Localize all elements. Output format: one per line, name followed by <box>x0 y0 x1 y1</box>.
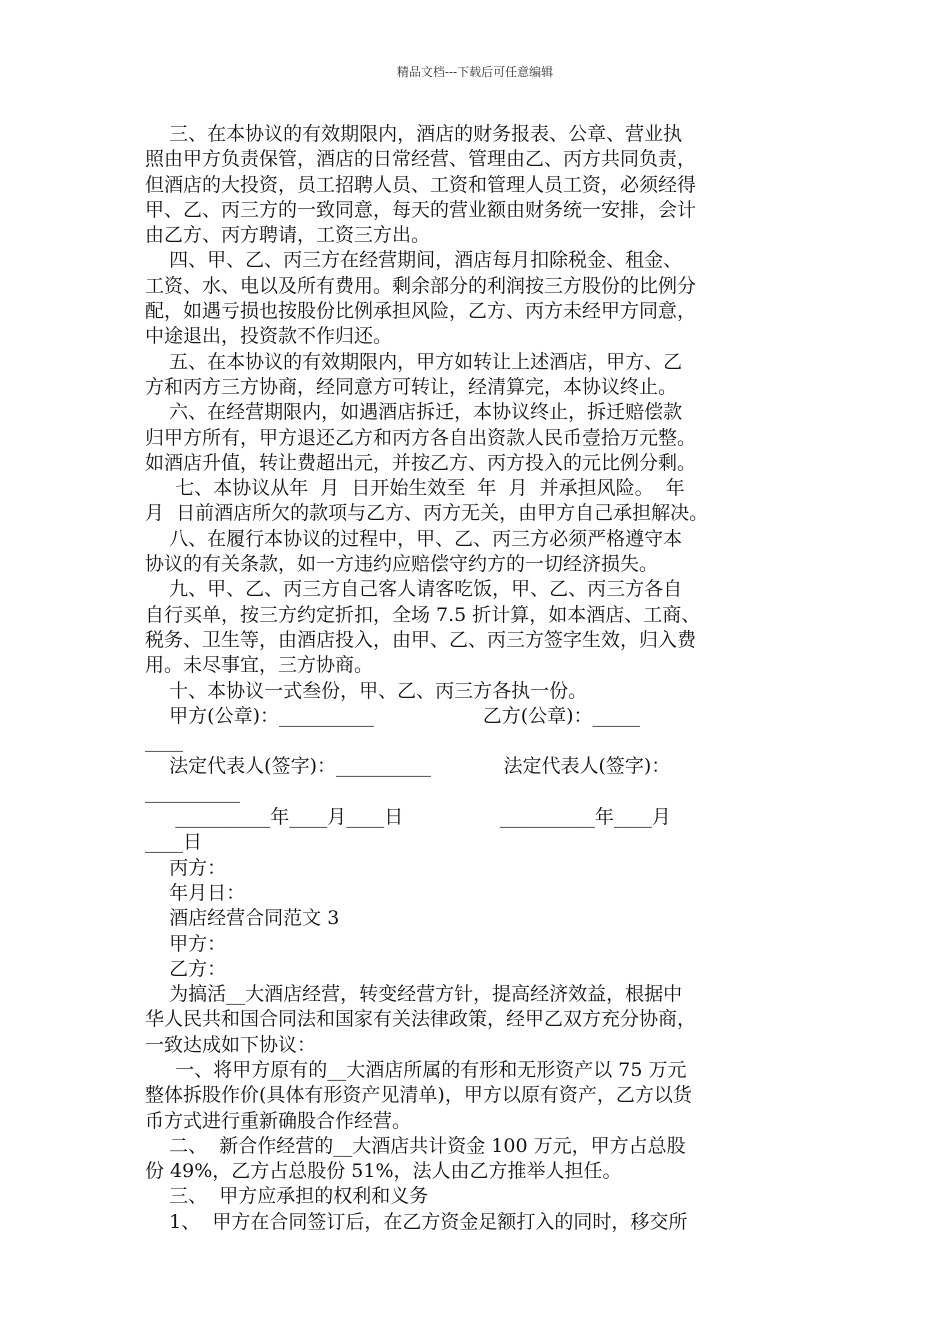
document-line: 但酒店的大投资，员工招聘人员、工资和管理人员工资，必须经得 <box>145 173 697 196</box>
document-line: ____ <box>145 730 183 753</box>
document-line: 整体拆股作价(具体有形资产见清单)，甲方以原有资产，乙方以货 <box>145 1084 692 1107</box>
document-line: 如酒店升值，转让费超出元，并按乙方、丙方投入的元比例分剩。 <box>145 451 697 474</box>
document-line: 七、本协议从年 月 日开始生效至 年 月 并承担风险。 年 <box>145 477 685 500</box>
document-line: 三、 甲方应承担的权利和义务 <box>145 1185 429 1208</box>
document-line: 中途退出，投资款不作归还。 <box>145 325 393 348</box>
document-line: 六、在经营期限内，如遇酒店拆迁，本协议终止，拆迁赔偿款 <box>145 401 683 424</box>
document-line: 华人民共和国合同法和国家有关法律政策，经甲乙双方充分协商， <box>145 1008 697 1031</box>
document-line: 甲方(公章)：__________ 乙方(公章)：_____ <box>145 704 641 727</box>
document-line: 税务、卫生等，由酒店投入，由甲、乙、丙三方签字生效，归入费 <box>145 628 697 651</box>
document-line: 二、 新合作经营的__大酒店共计资金 100 万元，甲方占总股 <box>145 1134 686 1157</box>
document-line: 协议的有关条款，如一方违约应赔偿守约方的一切经济损失。 <box>145 553 659 576</box>
document-line: 十、本协议一式叁份，甲、乙、丙三方各执一份。 <box>145 679 588 702</box>
document-line: 九、甲、乙、丙三方自己客人请客吃饭，甲、乙、丙三方各自 <box>145 578 683 601</box>
document-line: 甲、乙、丙三方的一致同意，每天的营业额由财务统一安排，会计 <box>145 198 697 221</box>
document-line: 一、将甲方原有的__大酒店所属的有形和无形资产以 75 万元 <box>145 1058 687 1081</box>
document-line: __________年____月____日 __________年____月 <box>145 806 671 829</box>
document-line: 配，如遇亏损也按股份比例承担风险，乙方、丙方未经甲方同意， <box>145 300 697 323</box>
document-body <box>145 122 807 1235</box>
document-line: 币方式进行重新确股合作经营。 <box>145 1109 412 1132</box>
document-line: 用。未尽事宜，三方协商。 <box>145 654 374 677</box>
document-line: 工资、水、电以及所有费用。剩余部分的利润按三方股份的比例分 <box>145 274 697 297</box>
page-header: 精品文档---下载后可任意编辑 <box>396 65 554 79</box>
document-line: 乙方： <box>145 957 227 980</box>
document-line: 归甲方所有，甲方退还乙方和丙方各自出资款人民币壹拾万元整。 <box>145 426 697 449</box>
document-line: 方和丙方三方协商，经同意方可转让，经清算完，本协议终止。 <box>145 375 678 398</box>
document-line: 年月日： <box>145 881 246 904</box>
document-line: 1、 甲方在合同签订后，在乙方资金足额打入的同时，移交所 <box>145 1210 688 1233</box>
document-line: 三、在本协议的有效期限内，酒店的财务报表、公章、营业执 <box>145 123 683 145</box>
document-line: 月 日前酒店所欠的款项与乙方、丙方无关，由甲方自己承担解决。 <box>145 502 709 525</box>
document-line: 为搞活__大酒店经营，转变经营方针，提高经济效益，根据中 <box>145 983 683 1006</box>
document-line: 丙方： <box>145 856 227 879</box>
document-line: 法定代表人(签字)：__________ 法定代表人(签字)： <box>145 755 671 778</box>
document-line: 甲方： <box>145 932 227 955</box>
document-line: 四、甲、乙、丙三方在经营期间，酒店每月扣除税金、租金、 <box>145 249 683 272</box>
document-line: 五、在本协议的有效期限内，甲方如转让上述酒店，甲方、乙 <box>145 350 683 373</box>
document-line: 由乙方、丙方聘请，工资三方出。 <box>145 224 431 247</box>
document-line: 八、在履行本协议的过程中，甲、乙、丙三方必须严格遵守本 <box>145 527 683 550</box>
document-line: 一致达成如下协议： <box>145 1033 317 1056</box>
document-line: 酒店经营合同范文 3 <box>145 907 340 930</box>
document-line: 照由甲方负责保管，酒店的日常经营、管理由乙、丙方共同负责， <box>145 148 697 171</box>
document-line: 自行买单，按三方约定折扣，全场 7.5 折计算，如本酒店、工商、 <box>145 603 701 626</box>
document-line: __________ <box>145 780 240 803</box>
document-line: 份 49%，乙方占总股份 51%，法人由乙方推举人担任。 <box>145 1160 622 1183</box>
document-line: ____日 <box>145 831 203 854</box>
